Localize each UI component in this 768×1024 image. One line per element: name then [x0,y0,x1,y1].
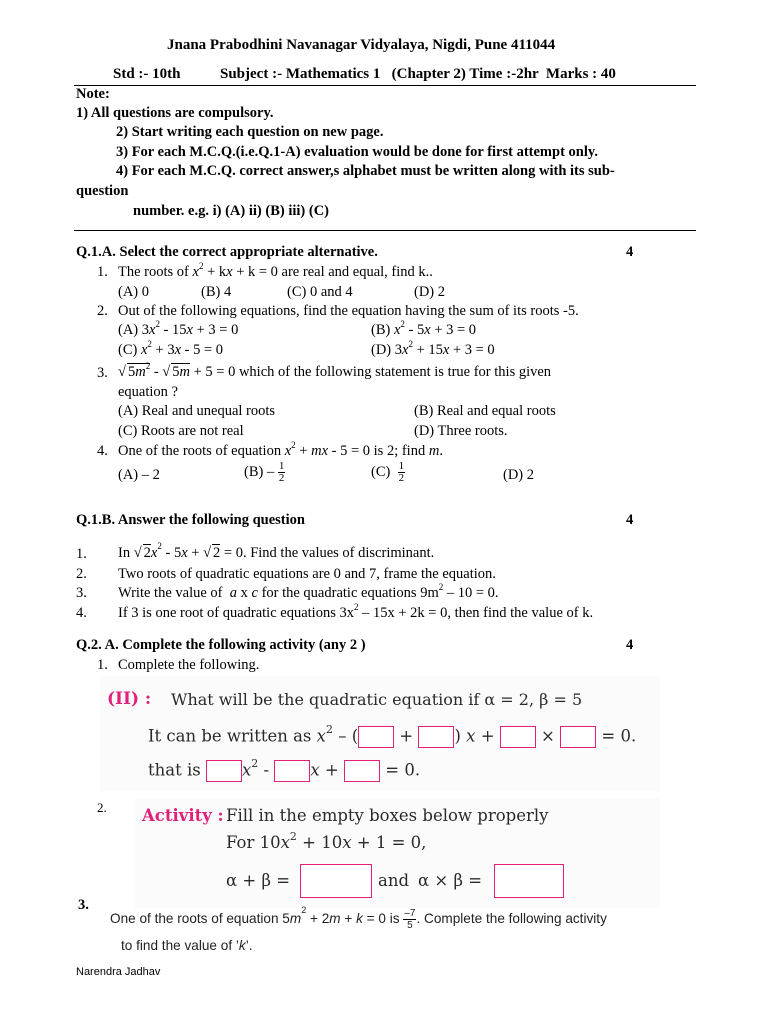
std-label: Std :- 10th [113,66,181,82]
q1a-3-opt-d: (D) Three roots. [414,423,508,439]
note-line-5: question [76,183,129,199]
q2a-2-num: 2. [97,800,107,815]
q1b-3-num: 3. [76,585,87,601]
footer-author: Narendra Jadhav [76,966,161,978]
q1a-1-num: 1. [97,264,108,280]
q1b-2-text: Two roots of quadratic equations are 0 and 7, frame the equation. [118,566,496,582]
activity-2-product-box [494,864,564,898]
activity-2-sum-box [300,864,372,898]
q1a-4-opt-b: (B) – $\frac{1}{2}$ [244,460,285,484]
note-line-2: 2) Start writing each question on new page. [116,124,384,140]
q1a-1-opt-c: (C) 0 and 4 [287,284,353,300]
q2a-3-text: One of the roots of equation $5m^2 + 2m + k = 0$ is $\frac{-7}{5}$ . Complete the following activity [110,905,607,931]
note-divider [74,230,696,231]
q1b-2-num: 2. [76,566,87,582]
q1b-1-num: 1. [76,546,87,562]
activity-1-line-1: It can be written as $x^2$ – ( + ) x + × = 0. [148,726,636,748]
q1a-marks: 4 [626,244,634,260]
activity-2-equation: For $10x^2 + 10x + 1 = 0$, [226,830,427,852]
q1a-2-text: Out of the following equations, find the equation having the sum of its roots -5. [118,303,579,319]
q1a-4-opt-d: (D) 2 [503,467,535,483]
activity-2-label: Activity : [142,806,224,825]
note-line-1: 1) All questions are compulsory. [76,105,274,121]
q1a-2-num: 2. [97,303,108,319]
q2a-3-text2: to find the value of ’k’. [121,938,253,953]
subject-line: Subject :- Mathematics 1 (Chapter 2) Time :-2hr Marks : 40 [220,66,616,82]
q2a-marks: 4 [626,637,634,653]
q1b-title: Q.1.B. Answer the following question [76,512,305,528]
activity-2-sum: α + β = [226,871,291,890]
q1a-4-text: One of the roots of equation $x^2$ + mx - 5 = 0 is 2; find m. [118,440,443,459]
q1a-4-opt-c: (C) $\frac{1}{2}$ [371,460,405,484]
q1a-2-opt-a: (A) $3x^2 - 15x + 3 = 0$ [118,319,239,338]
q1a-1-text: The roots of $x^2$ + kx + k = 0 are real and equal, find k.. [118,261,433,280]
q2a-1-text: Complete the following. [118,657,260,673]
q1a-3-text2: equation ? [118,384,178,400]
q1a-4-opt-a: (A) – 2 [118,467,160,483]
q1a-1-opt-a: (A) 0 [118,284,150,300]
activity-1-label: (II) : [107,689,152,709]
q2a-1-num: 1. [97,657,108,673]
note-title: Note: [76,86,110,102]
activity-1-line-2: that is $x^2$ - x + = 0. [148,760,420,782]
q1a-3-opt-b: (B) Real and equal roots [414,403,556,419]
q1b-1-text: In √ $2x^2 - 5x$ + √ 2 = 0. Find the values of discriminant. [118,541,435,561]
q1a-2-opt-b: (B) $x^2 - 5x + 3 = 0$ [371,319,477,338]
activity-2-and: and [378,871,410,890]
q1b-4-text: If 3 is one root of quadratic equations $3x^2 - 15x + 2k = 0$, then find the value of k. [118,602,594,621]
q1a-title: Q.1.A. Select the correct appropriate alternative. [76,244,378,260]
q1b-3-text: Write the value of a x c for the quadratic equations $9m^2 - 10 = 0$. [118,582,499,601]
activity-1-question: What will be the quadratic equation if α = 2, β = 5 [171,690,583,709]
header-divider [74,85,696,86]
q1a-3-opt-a: (A) Real and unequal roots [118,403,276,419]
school-name: Jnana Prabodhini Navanagar Vidyalaya, Nigdi, Pune 411044 [167,37,556,53]
q1a-1-opt-d: (D) 2 [414,284,446,300]
q1a-1-opt-b: (B) 4 [201,284,232,300]
q2a-title: Q.2. A. Complete the following activity (any 2 ) [76,637,366,653]
q1a-2-opt-d: (D) $3x^2 + 15x + 3 = 0$ [371,339,495,358]
note-line-3: 3) For each M.C.Q.(i.e.Q.1-A) evaluation would be done for first attempt only. [116,144,598,160]
activity-2-text: Fill in the empty boxes below properly [226,806,549,825]
q1a-4-num: 4. [97,443,108,459]
q1a-3-opt-c: (C) Roots are not real [118,423,244,439]
q1a-3-text: √ $5m^2$ - √ 5m + 5 = 0 which of the following statement is true for this given [118,361,552,380]
note-line-6: number. e.g. i) (A) ii) (B) iii) (C) [133,203,329,219]
q1a-2-opt-c: (C) $x^2 + 3x - 5 = 0$ [118,339,224,358]
note-line-4: 4) For each M.C.Q. correct answer,s alphabet must be written along with its sub- [116,163,615,179]
q1a-3-num: 3. [97,365,108,381]
q2a-3-num: 3. [78,897,89,913]
activity-2-product: α × β = [418,871,483,890]
q1b-4-num: 4. [76,605,87,621]
q1b-marks: 4 [626,512,634,528]
